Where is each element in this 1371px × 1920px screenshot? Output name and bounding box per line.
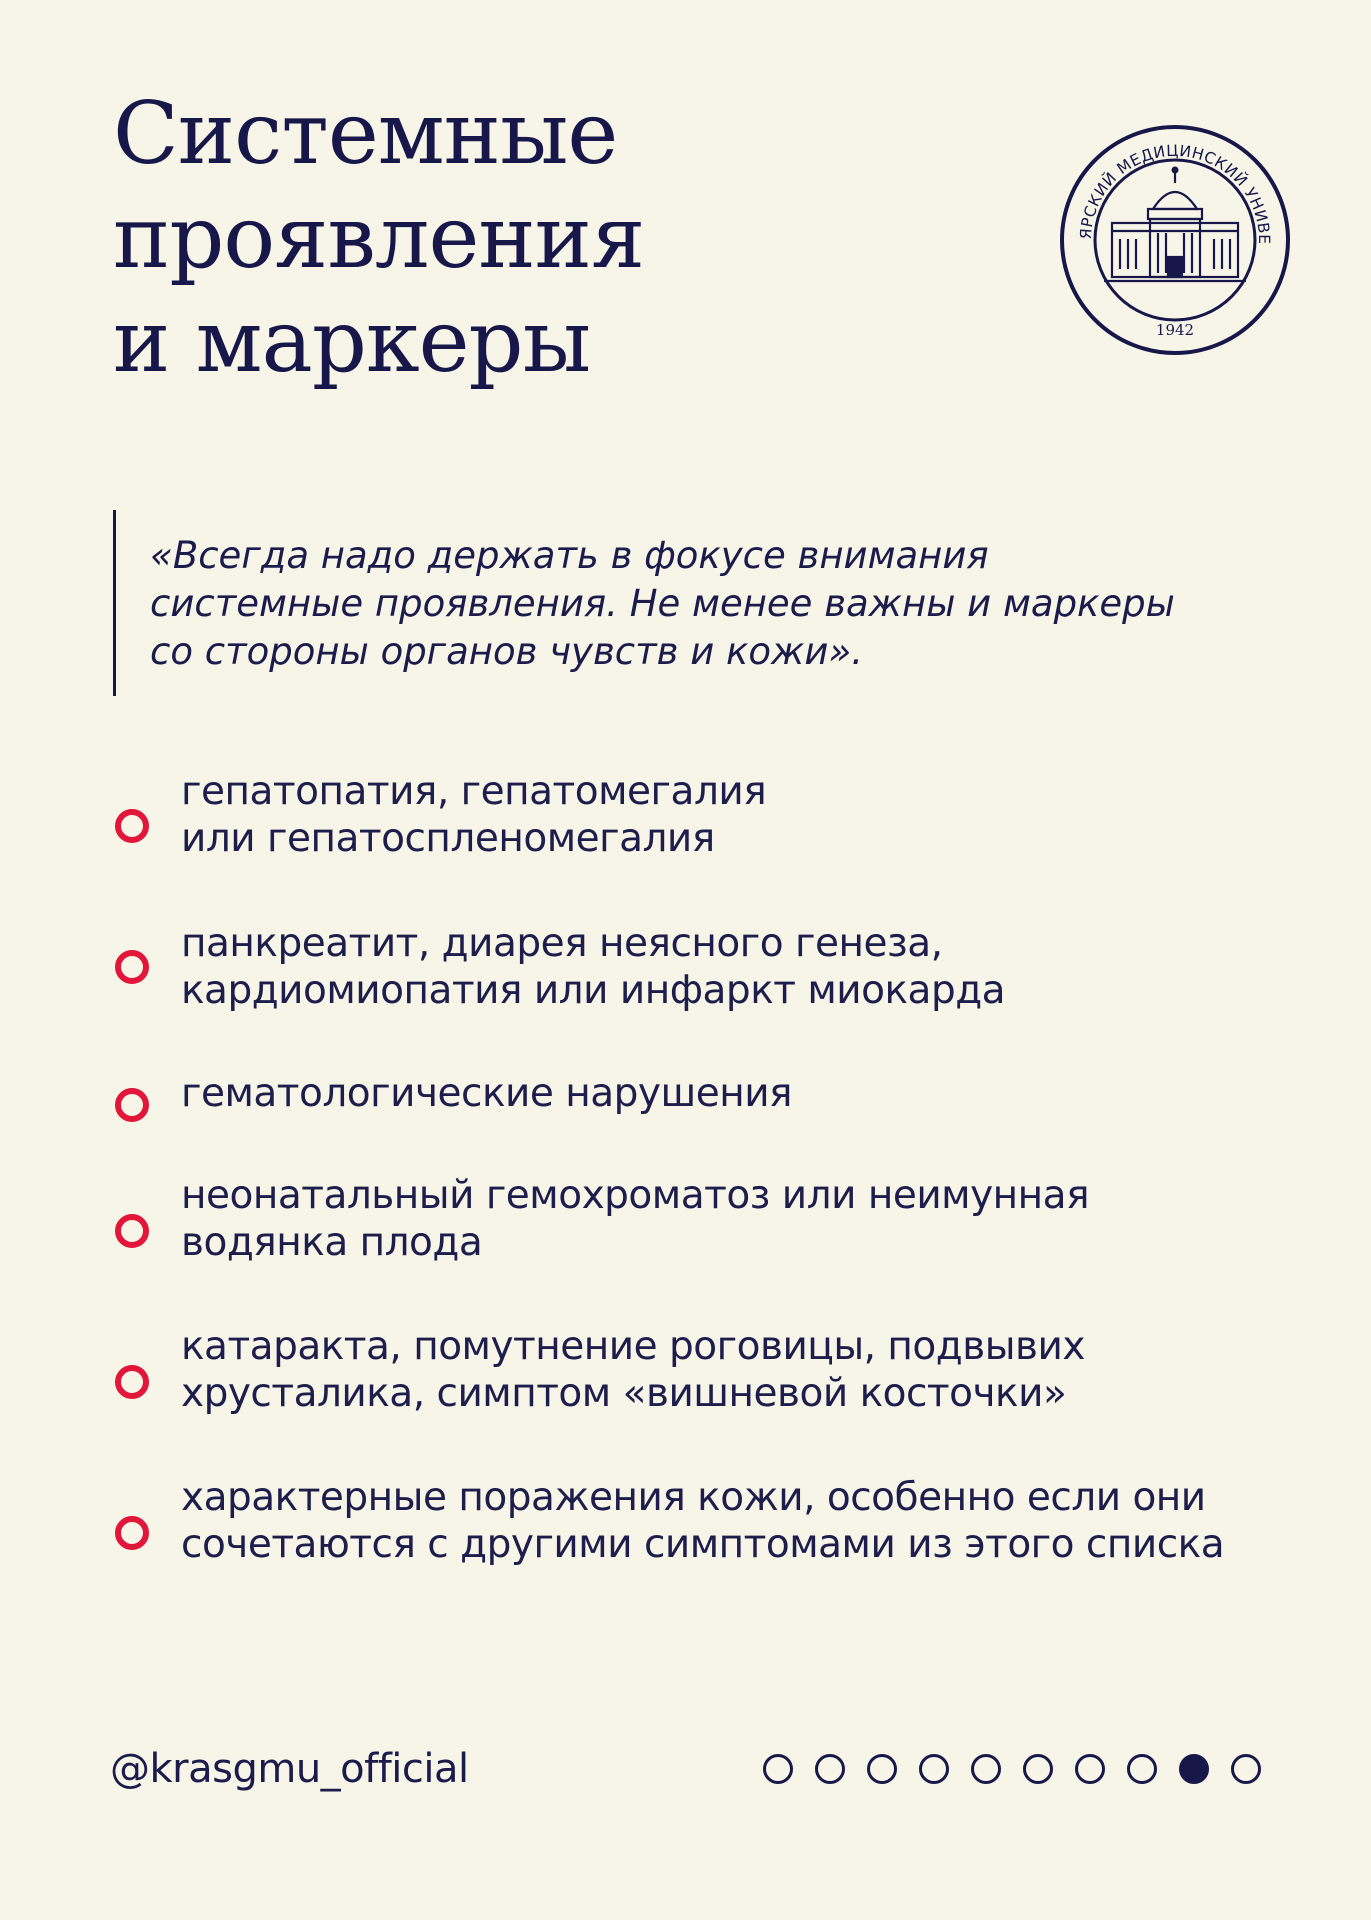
pagination-dot[interactable] — [815, 1754, 845, 1784]
social-handle[interactable]: @krasgmu_official — [110, 1746, 469, 1792]
pagination-dot[interactable] — [1231, 1754, 1261, 1784]
list-item-text — [181, 1070, 792, 1117]
quote-text — [150, 510, 1175, 676]
bullet-circle-icon — [115, 809, 149, 843]
list-item-line: характерные поражения кожи, особенно если они — [181, 1475, 1206, 1520]
list-item-line: сочетаются с другими симптомами из этого списка — [181, 1522, 1225, 1567]
list-item-text — [181, 768, 766, 862]
bullet-circle-icon — [115, 1214, 149, 1248]
pagination-dot[interactable] — [1023, 1754, 1053, 1784]
title-line: Системные — [113, 84, 618, 184]
quote-block — [113, 510, 1175, 696]
university-building-emblem-icon — [1058, 123, 1292, 357]
list-item-text — [181, 1474, 1224, 1568]
list-item-line: хрусталика, симптом «вишневой косточки» — [181, 1371, 1067, 1416]
list-item-line: или гепатоспленомегалия — [181, 816, 715, 861]
pagination-dot[interactable] — [919, 1754, 949, 1784]
bullet-circle-icon — [115, 1516, 149, 1550]
list-item-line: неонатальный гемохроматоз или неимунная — [181, 1173, 1090, 1218]
list-item-text — [181, 920, 1005, 1014]
logo-year: 1942 — [1155, 321, 1195, 339]
pagination-dot[interactable] — [1075, 1754, 1105, 1784]
pagination-dot[interactable] — [1127, 1754, 1157, 1784]
list-item-text — [181, 1172, 1089, 1266]
pagination-dot[interactable] — [867, 1754, 897, 1784]
list-item-line: гепатопатия, гепатомегалия — [181, 769, 767, 814]
pagination-dot[interactable] — [1179, 1754, 1209, 1784]
list-item-line: катаракта, помутнение роговицы, подвывих — [181, 1324, 1085, 1369]
quote-line: со стороны органов чувств и кожи». — [150, 630, 863, 673]
list-item-line: водянка плода — [181, 1220, 483, 1265]
pagination-dot[interactable] — [763, 1754, 793, 1784]
page-title — [113, 82, 644, 394]
list-item-line: гематологические нарушения — [181, 1071, 792, 1116]
bullet-circle-icon — [115, 950, 149, 984]
bullet-circle-icon — [115, 1365, 149, 1399]
pagination-dot[interactable] — [971, 1754, 1001, 1784]
bullet-circle-icon — [115, 1088, 149, 1122]
logo-ring-text: ЯРСКИЙ МЕДИЦИНСКИЙ УНИВЕ — [1076, 141, 1274, 245]
title-line: и маркеры — [113, 292, 591, 392]
list-item-line: панкреатит, диарея неясного генеза, — [181, 921, 943, 966]
quote-line: системные проявления. Не менее важны и маркеры — [150, 582, 1175, 625]
list-item-text — [181, 1323, 1085, 1417]
university-logo — [1058, 123, 1292, 357]
title-line: проявления — [113, 188, 645, 288]
list-item-line: кардиомиопатия или инфаркт миокарда — [181, 968, 1006, 1013]
quote-line: «Всегда надо держать в фокусе внимания — [150, 534, 989, 577]
